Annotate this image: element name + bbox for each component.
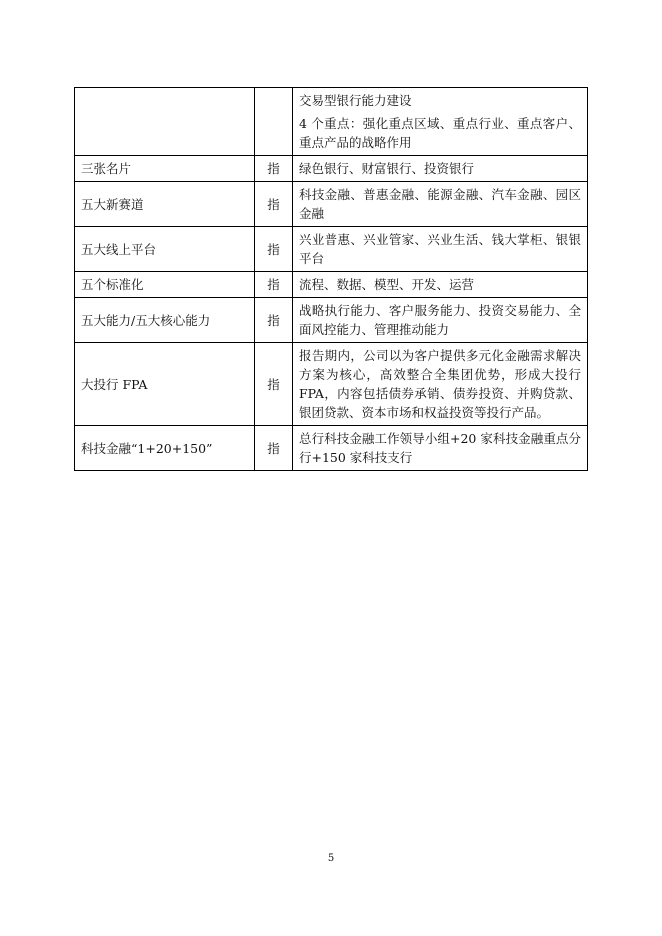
definition-cell — [293, 227, 588, 272]
mark-cell: 指 — [255, 156, 293, 182]
mark-cell: 指 — [255, 298, 293, 343]
term-cell: 五大能力/五大核心能力 — [75, 298, 255, 343]
mark-cell: 指 — [255, 227, 293, 272]
definition-cell — [293, 298, 588, 343]
definition-paragraph: 总行科技金融工作领导小组+20 家科技金融重点分行+150 家科技支行 — [299, 431, 581, 465]
mark-cell: 指 — [255, 182, 293, 227]
term-cell — [75, 88, 255, 156]
mark-cell: 指 — [255, 272, 293, 298]
table-row — [75, 272, 588, 298]
table-row — [75, 298, 588, 343]
term-cell: 大投行 FPA — [75, 343, 255, 426]
definition-cell — [293, 88, 588, 156]
glossary-table — [74, 87, 588, 471]
definition-paragraph: 报告期内，公司以为客户提供多元化金融需求解决方案为核心，高效整合全集团优势，形成大投行 FPA，内容包括债券承销、债券投资、并购贷款、银团贷款、资本市场和权益投资等投行产品。 — [299, 348, 581, 420]
table-row — [75, 343, 588, 426]
mark-cell: 指 — [255, 343, 293, 426]
definition-paragraph: 科技金融、普惠金融、能源金融、汽车金融、园区金融 — [299, 187, 581, 221]
definition-paragraph: 流程、数据、模型、开发、运营 — [299, 277, 475, 292]
mark-cell — [255, 88, 293, 156]
term-cell: 科技金融“1+20+150” — [75, 426, 255, 471]
definition-paragraph: 绿色银行、财富银行、投资银行 — [299, 161, 475, 176]
definition-paragraph: 4 个重点：强化重点区域、重点行业、重点客户、重点产品的战略作用 — [299, 116, 581, 150]
table-row — [75, 182, 588, 227]
term-cell: 五大线上平台 — [75, 227, 255, 272]
definition-cell — [293, 272, 588, 298]
table-row — [75, 426, 588, 471]
definition-cell — [293, 156, 588, 182]
table-row — [75, 156, 588, 182]
mark-cell: 指 — [255, 426, 293, 471]
definition-cell — [293, 343, 588, 426]
definition-paragraph: 交易型银行能力建设 — [299, 93, 412, 108]
table-row — [75, 227, 588, 272]
definition-paragraph: 战略执行能力、客户服务能力、投资交易能力、全面风控能力、管理推动能力 — [299, 303, 581, 337]
definition-cell — [293, 426, 588, 471]
term-cell: 五个标准化 — [75, 272, 255, 298]
definition-paragraph: 兴业普惠、兴业管家、兴业生活、钱大掌柜、银银平台 — [299, 232, 581, 266]
table-row — [75, 88, 588, 156]
term-cell: 三张名片 — [75, 156, 255, 182]
term-cell: 五大新赛道 — [75, 182, 255, 227]
definition-cell — [293, 182, 588, 227]
page-number: 5 — [327, 853, 335, 864]
